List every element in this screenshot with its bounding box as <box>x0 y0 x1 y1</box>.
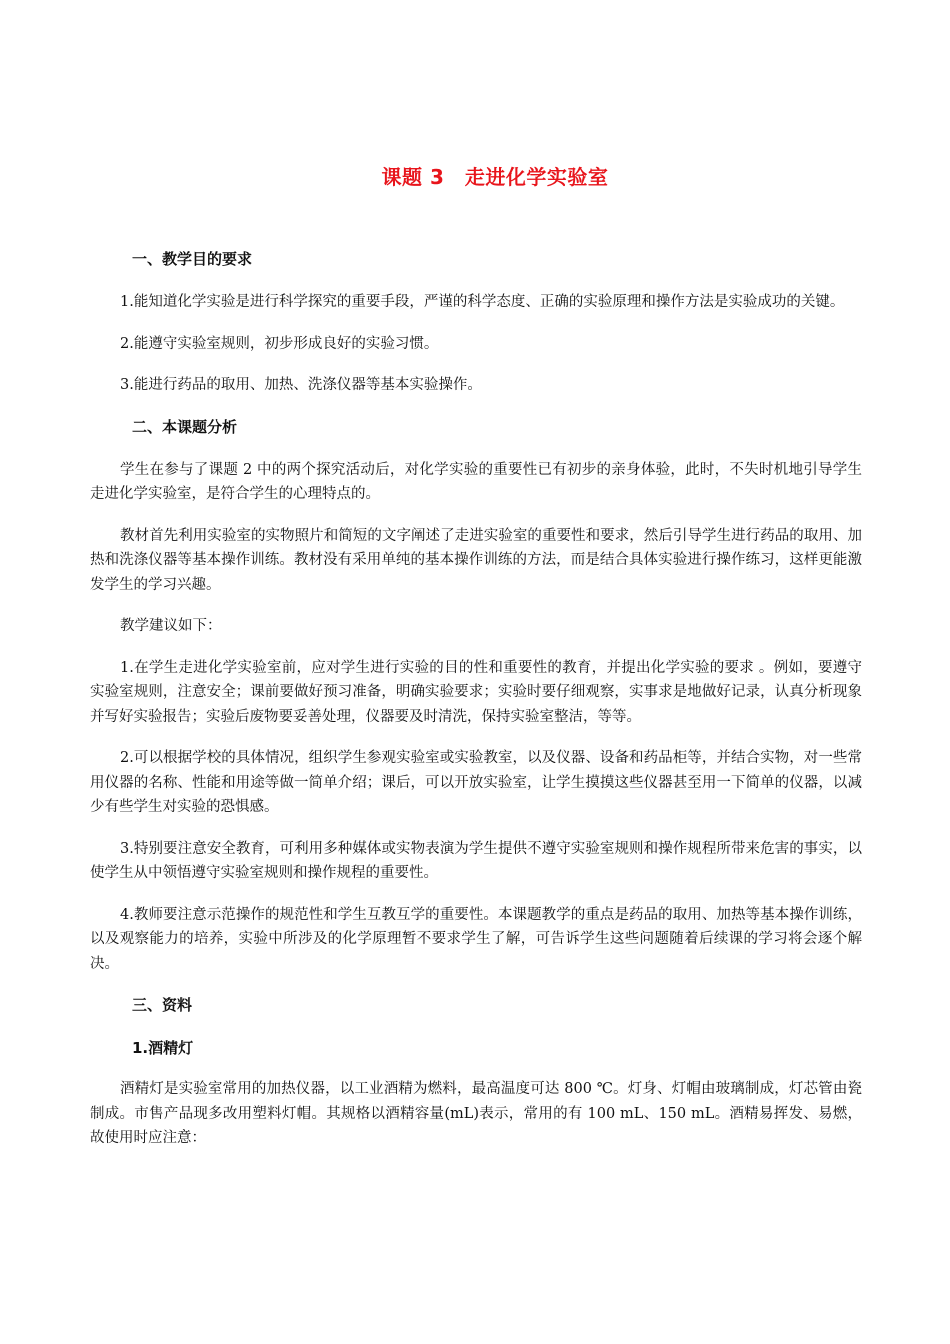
suggestion-1: 1.在学生走进化学实验室前，应对学生进行实验的目的性和重要性的教育，并提出化学实验的要求 。例如，要遵守实验室规则，注意安全；课前要做好预习准备，明确实验要求；实验时要仔细观察，实事求是地做好记录，认真分析现象并写好实验报告；实验后废物要妥善处理，仪器要及时清洗，保持实验室整洁，等等。 <box>90 659 862 725</box>
section-heading-objectives: 一、教学目的要求 <box>132 250 253 268</box>
analysis-paragraph-3: 教学建议如下： <box>120 618 222 634</box>
analysis-paragraph-1: 学生在参与了课题 2 中的两个探究活动后，对化学实验的重要性已有初步的亲身体验，此时，不失时机地引导学生走进化学实验室，是符合学生的心理特点的。 <box>90 461 862 502</box>
objective-1: 1.能知道化学实验是进行科学探究的重要手段，严谨的科学态度、正确的实验原理和操作方法是实验成功的关键。 <box>120 294 845 310</box>
section-heading-analysis: 二、本课题分析 <box>132 417 238 436</box>
objective-2: 2.能遵守实验室规则，初步形成良好的实验习惯。 <box>120 335 439 352</box>
page-title: 课题 3 走进化学实验室 <box>381 165 609 189</box>
suggestion-3: 3.特别要注意安全教育，可利用多种媒体或实物表演为学生提供不遵守实验室规则和操作规程所带来危害的事实，以使学生从中领悟遵守实验室规则和操作规程的重要性。 <box>90 840 862 881</box>
section-heading-resources: 三、资料 <box>132 996 193 1014</box>
subheading-alcohol-lamp: 1.酒精灯 <box>132 1039 194 1057</box>
objective-3: 3.能进行药品的取用、加热、洗涤仪器等基本实验操作。 <box>120 377 482 393</box>
document-body <box>90 247 862 1168</box>
alcohol-lamp-paragraph: 酒精灯是实验室常用的加热仪器，以工业酒精为燃料，最高温度可达 800 ℃。灯身、灯帽由玻璃制成，灯芯管由瓷制成。市售产品现多改用塑料灯帽。其规格以酒精容量(mL)表示，常用的有 100 mL、150 mL。酒精易挥发、易燃，故使用时应注意： <box>90 1081 862 1146</box>
analysis-paragraph-2: 教材首先利用实验室的实物照片和简短的文字阐述了走进实验室的重要性和要求，然后引导学生进行药品的取用、加热和洗涤仪器等基本操作训练。教材没有采用单纯的基本操作训练的方法，而是结合具体实验进行操作练习，这样更能激发学生的学习兴趣。 <box>90 527 862 593</box>
suggestion-2: 2.可以根据学校的具体情况，组织学生参观实验室或实验教室，以及仪器、设备和药品柜等，并结合实物，对一些常用仪器的名称、性能和用途等做一简单介绍；课后，可以开放实验室，让学生摸摸这些仪器甚至用一下简单的仪器，以减少有些学生对实验的恐惧感。 <box>90 750 862 815</box>
suggestion-4: 4.教师要注意示范操作的规范性和学生互教互学的重要性。本课题教学的重点是药品的取用、加热等基本操作训练，以及观察能力的培养，实验中所涉及的化学原理暂不要求学生了解，可告诉学生这些问题随着后续课的学习将会逐个解决。 <box>90 906 862 972</box>
